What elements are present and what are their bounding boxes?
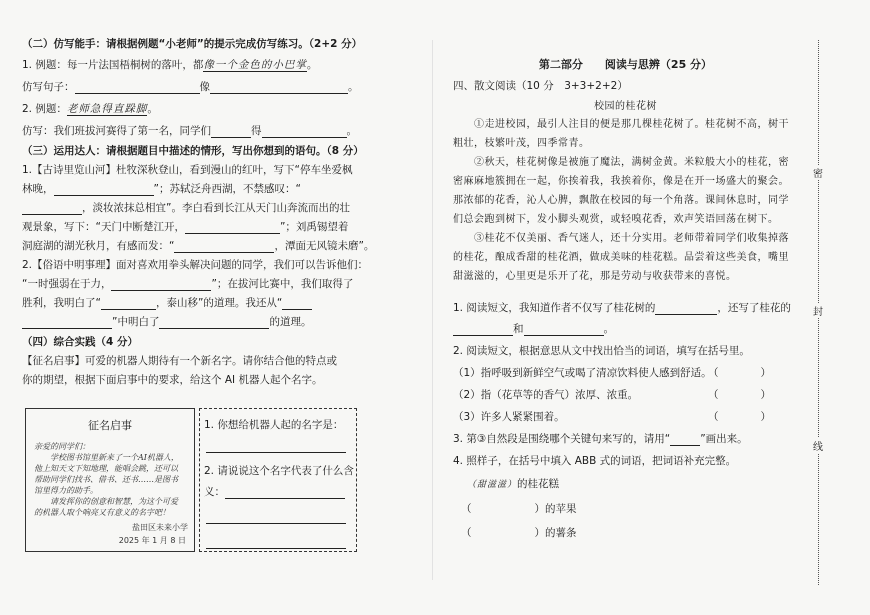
reading-q1b: ，还写了桂花的 — [717, 302, 791, 314]
reading-q1-blank-1[interactable] — [655, 304, 717, 315]
q1-line-4b: ”；刘禹锡望着 — [279, 221, 349, 233]
fold-divider — [432, 40, 433, 580]
reading-q4-example-word: 的桂花糕 — [517, 478, 560, 490]
reading-q1-blank-3[interactable] — [524, 325, 604, 336]
q1-blank-1[interactable] — [54, 185, 154, 196]
q2-line-4b: 的道理。 — [269, 316, 312, 328]
q1-line-3-text: ，淡妆浓抹总相宜”。李白看到长江从天门山奔流而出的壮 — [82, 202, 350, 214]
q1-blank-4[interactable] — [174, 242, 274, 253]
notice-school: 盐田区未来小学 — [132, 523, 188, 532]
essay-line: 甜滋滋的，心里更是乐开了花，那是劳动与收获带来的喜悦。 — [453, 271, 737, 282]
q1-line-2b: ”；苏轼泛舟西湖，不禁感叹：“ — [153, 183, 301, 195]
rewrite-1-label: 仿写句子： — [22, 81, 75, 93]
reading-q1-blank-2[interactable] — [453, 325, 513, 336]
rewrite-2-text: 仿写：我们班拔河赛得了第一名，同学们 — [22, 125, 211, 137]
essay-line: 们总会跑到树下，发小脚头观赏，或轻嗅花香，欢声笑语回荡在树下。 — [453, 214, 779, 225]
example-1-handwriting: 像一个金色的小巴掌 — [203, 59, 307, 71]
answer-q2b — [204, 484, 356, 499]
answer-q2: 2. 请说说这个名字代表了什么含 — [204, 465, 354, 477]
q1-line-5a: 洞庭湖的湖光秋月，有感而发：“ — [22, 240, 175, 252]
part-2-title: 第二部分 阅读与思辨（25 分） — [538, 58, 713, 71]
example-2-prefix: 2. 例题： — [22, 103, 67, 115]
reading-q1d: 。 — [603, 323, 614, 335]
q2-blank-1[interactable] — [111, 280, 211, 291]
reading-q1-line-1 — [453, 302, 798, 315]
reading-q3 — [453, 433, 798, 446]
rewrite-2-blank-b[interactable] — [262, 127, 347, 138]
q2-blank-4[interactable] — [22, 318, 112, 329]
q1-line-4a: 观景象，写下：“天门中断楚江开， — [22, 221, 185, 233]
section-4-title: （四）综合实践（4 分） — [22, 336, 138, 348]
answer-q1-blank[interactable] — [206, 442, 346, 453]
notice-line: 学校图书馆里新来了一个AI机器人， — [34, 453, 179, 462]
reading-q4-item-2[interactable]: （ ）的薯条 — [461, 527, 577, 539]
q2-line-4a: ”中明白了 — [112, 316, 160, 328]
reading-q3b: ”画出来。 — [700, 433, 748, 445]
notice-body — [34, 441, 188, 518]
section-prose-title: 四、散文阅读（10 分 3+3+2+2） — [453, 80, 628, 92]
rewrite-2-end: 。 — [346, 125, 357, 137]
answer-q2b-label: 义： — [204, 486, 225, 498]
essay-para-3 — [453, 229, 798, 286]
q2-blank-2[interactable] — [101, 299, 156, 310]
q2-blank-3[interactable] — [282, 299, 312, 310]
notice-line: 他上知天文下知地理，能唱会跳，还可以 — [34, 464, 178, 473]
essay-line: 粗壮，枝繁叶茂，四季常青。 — [453, 138, 590, 149]
reading-q2-item-text: （2）指（花草等的香气）浓厚、浓重。 — [453, 389, 639, 401]
cut-mark-seal: 封 — [813, 303, 823, 318]
answer-q2-blank-1[interactable] — [225, 488, 345, 499]
reading-q2-item-text: （1）指呼吸到新鲜空气或喝了清凉饮料使人感到舒适。 — [453, 367, 712, 379]
reading-q2-item-3 — [453, 411, 798, 424]
q1-line-4 — [22, 221, 357, 234]
q1-line-3 — [22, 202, 357, 215]
essay-line: ③桂花不仅美丽、香气迷人，还十分实用。老师带着同学们收集掉落 — [453, 233, 789, 244]
reading-q3a: 3. 第③自然段是围绕哪个关键句来写的，请用“ — [453, 433, 671, 445]
q2-line-2a: “一时强弱在于力， — [22, 278, 112, 290]
answer-paren[interactable]: （ ） — [708, 389, 771, 401]
reading-q3-underline-sample — [670, 435, 700, 446]
reading-q4-example — [467, 478, 798, 492]
rewrite-1-blank-b[interactable] — [210, 83, 348, 94]
rewrite-2-blank-a[interactable] — [211, 127, 251, 138]
essay-line: 密麻麻地簇拥在一起，你挨着我，我挨着你，像是在开一场盛大的聚会。 — [453, 176, 789, 187]
answer-box — [199, 408, 357, 552]
section-4-para-2: 你的期望，根据下面启事中的要求，给这个 AI 机器人起个名字。 — [22, 374, 323, 386]
q2-line-3a: 胜利，我明白了“ — [22, 297, 101, 309]
q2-line-2 — [22, 278, 357, 291]
example-2 — [22, 103, 357, 116]
q2-line-1: 2.【俗语中明事理】面对喜欢用拳头解决问题的同学，我们可以告诉他们： — [22, 259, 369, 271]
rewrite-1 — [22, 81, 357, 94]
notice-line: 的机器人取个响亮又有意义的名字吧！ — [34, 508, 170, 517]
reading-q4-example-hand: （甜滋滋） — [467, 480, 518, 490]
q1-line-5b: ，潭面无风镜未磨”。 — [274, 240, 375, 252]
notice-date: 2025 年 1 月 8 日 — [118, 536, 186, 545]
notice-title: 征名启事 — [88, 419, 132, 432]
rewrite-2-mid: 得 — [251, 125, 262, 137]
reading-q2-item-1 — [453, 367, 798, 380]
essay-para-2 — [453, 153, 798, 229]
essay-para-1 — [453, 115, 798, 153]
cut-mark-seal: 密 — [813, 165, 823, 180]
example-1-suffix: 。 — [306, 59, 318, 71]
section-2-title: （二）仿写能手：请根据例题“小老师”的提示完成仿写练习。（2+2 分） — [22, 38, 363, 50]
reading-q4: 4. 照样子，在括号中填入 ABB 式的词语，把词语补充完整。 — [453, 455, 737, 467]
q2-blank-5[interactable] — [159, 318, 269, 329]
reading-q2: 2. 阅读短文，根据意思从文中找出恰当的词语，填写在括号里。 — [453, 345, 750, 357]
essay-line: 那浓郁的花香，沁人心脾，飘散在校园的每一个角落。课间休息时，同学 — [453, 195, 789, 206]
q2-line-4 — [22, 316, 357, 329]
right-column — [453, 58, 798, 540]
essay-line: ②秋天，桂花树像是被施了魔法，满树金黄。米粒般大小的桂花，密 — [453, 157, 789, 168]
notice-line: 亲爱的同学们： — [34, 442, 90, 451]
section-4-para-1: 【征名启事】可爱的机器人期待有一个新名字。请你结合他的特点或 — [22, 355, 337, 367]
q1-line-5 — [22, 240, 375, 253]
example-2-suffix: 。 — [147, 103, 158, 115]
reading-q4-item-1[interactable]: （ ）的苹果 — [461, 503, 577, 515]
q2-line-2b: ”；在拔河比赛中，我们取得了 — [211, 278, 354, 290]
q1-line-2 — [22, 183, 357, 196]
rewrite-1-blank-a[interactable] — [75, 83, 200, 94]
example-2-handwriting: 老师急得直跺脚 — [66, 103, 148, 115]
naming-notice-box — [25, 408, 195, 552]
left-column — [22, 38, 375, 387]
essay-title: 校园的桂花树 — [594, 101, 657, 112]
notice-line: 请发挥你的创意和智慧，为这个可爱 — [34, 497, 178, 506]
rewrite-1-end: 。 — [348, 81, 359, 93]
essay-line: 的桂花，酿成香甜的桂花酒，做成美味的桂花糕。品尝着这些美食，嘴里 — [453, 252, 789, 263]
cut-mark-line: 线 — [813, 438, 823, 453]
q1-line-1: 1.【古诗里览山河】杜牧深秋登山，看到漫山的红叶，写下“停车坐爱枫 — [22, 164, 353, 176]
reading-q1a: 1. 阅读短文，我知道作者不仅写了桂花树的 — [453, 302, 656, 314]
answer-paren[interactable]: （ ） — [708, 367, 771, 379]
q1-line-2a: 林晚， — [22, 183, 54, 195]
example-1 — [22, 59, 357, 72]
reading-q1-line-2 — [453, 323, 798, 336]
answer-paren[interactable]: （ ） — [708, 411, 771, 423]
answer-q2-blank-3[interactable] — [206, 538, 346, 549]
example-1-prefix: 1. 例题：每一片法国梧桐树的落叶，都 — [22, 59, 204, 71]
essay-body — [453, 115, 798, 286]
notice-line: 馆里得力的助手。 — [34, 486, 98, 495]
reading-q2-item-2 — [453, 389, 798, 402]
essay-line: ①走进校园，最引人注目的便是那几棵桂花树了。桂花树不高，树干 — [453, 119, 789, 130]
notice-line: 帮助同学们找书、借书、还书……是图书 — [34, 475, 178, 484]
q2-line-3 — [22, 297, 357, 310]
answer-q1: 1. 你想给机器人起的名字是： — [204, 419, 344, 431]
answer-q2-blank-2[interactable] — [206, 513, 346, 524]
q2-line-3b: ，泰山移”的道理。我还从“ — [155, 297, 283, 309]
section-3-title: （三）运用达人：请根据题目中描述的情形，写出你想到的语句。（8 分） — [22, 145, 364, 157]
reading-q2-item-text: （3）许多人紧紧围着。 — [453, 411, 565, 423]
q1-blank-2[interactable] — [22, 204, 82, 215]
rewrite-1-mid: 像 — [199, 81, 210, 93]
rewrite-2 — [22, 125, 357, 138]
q1-blank-3[interactable] — [185, 223, 280, 234]
reading-q1c: 和 — [513, 323, 524, 335]
